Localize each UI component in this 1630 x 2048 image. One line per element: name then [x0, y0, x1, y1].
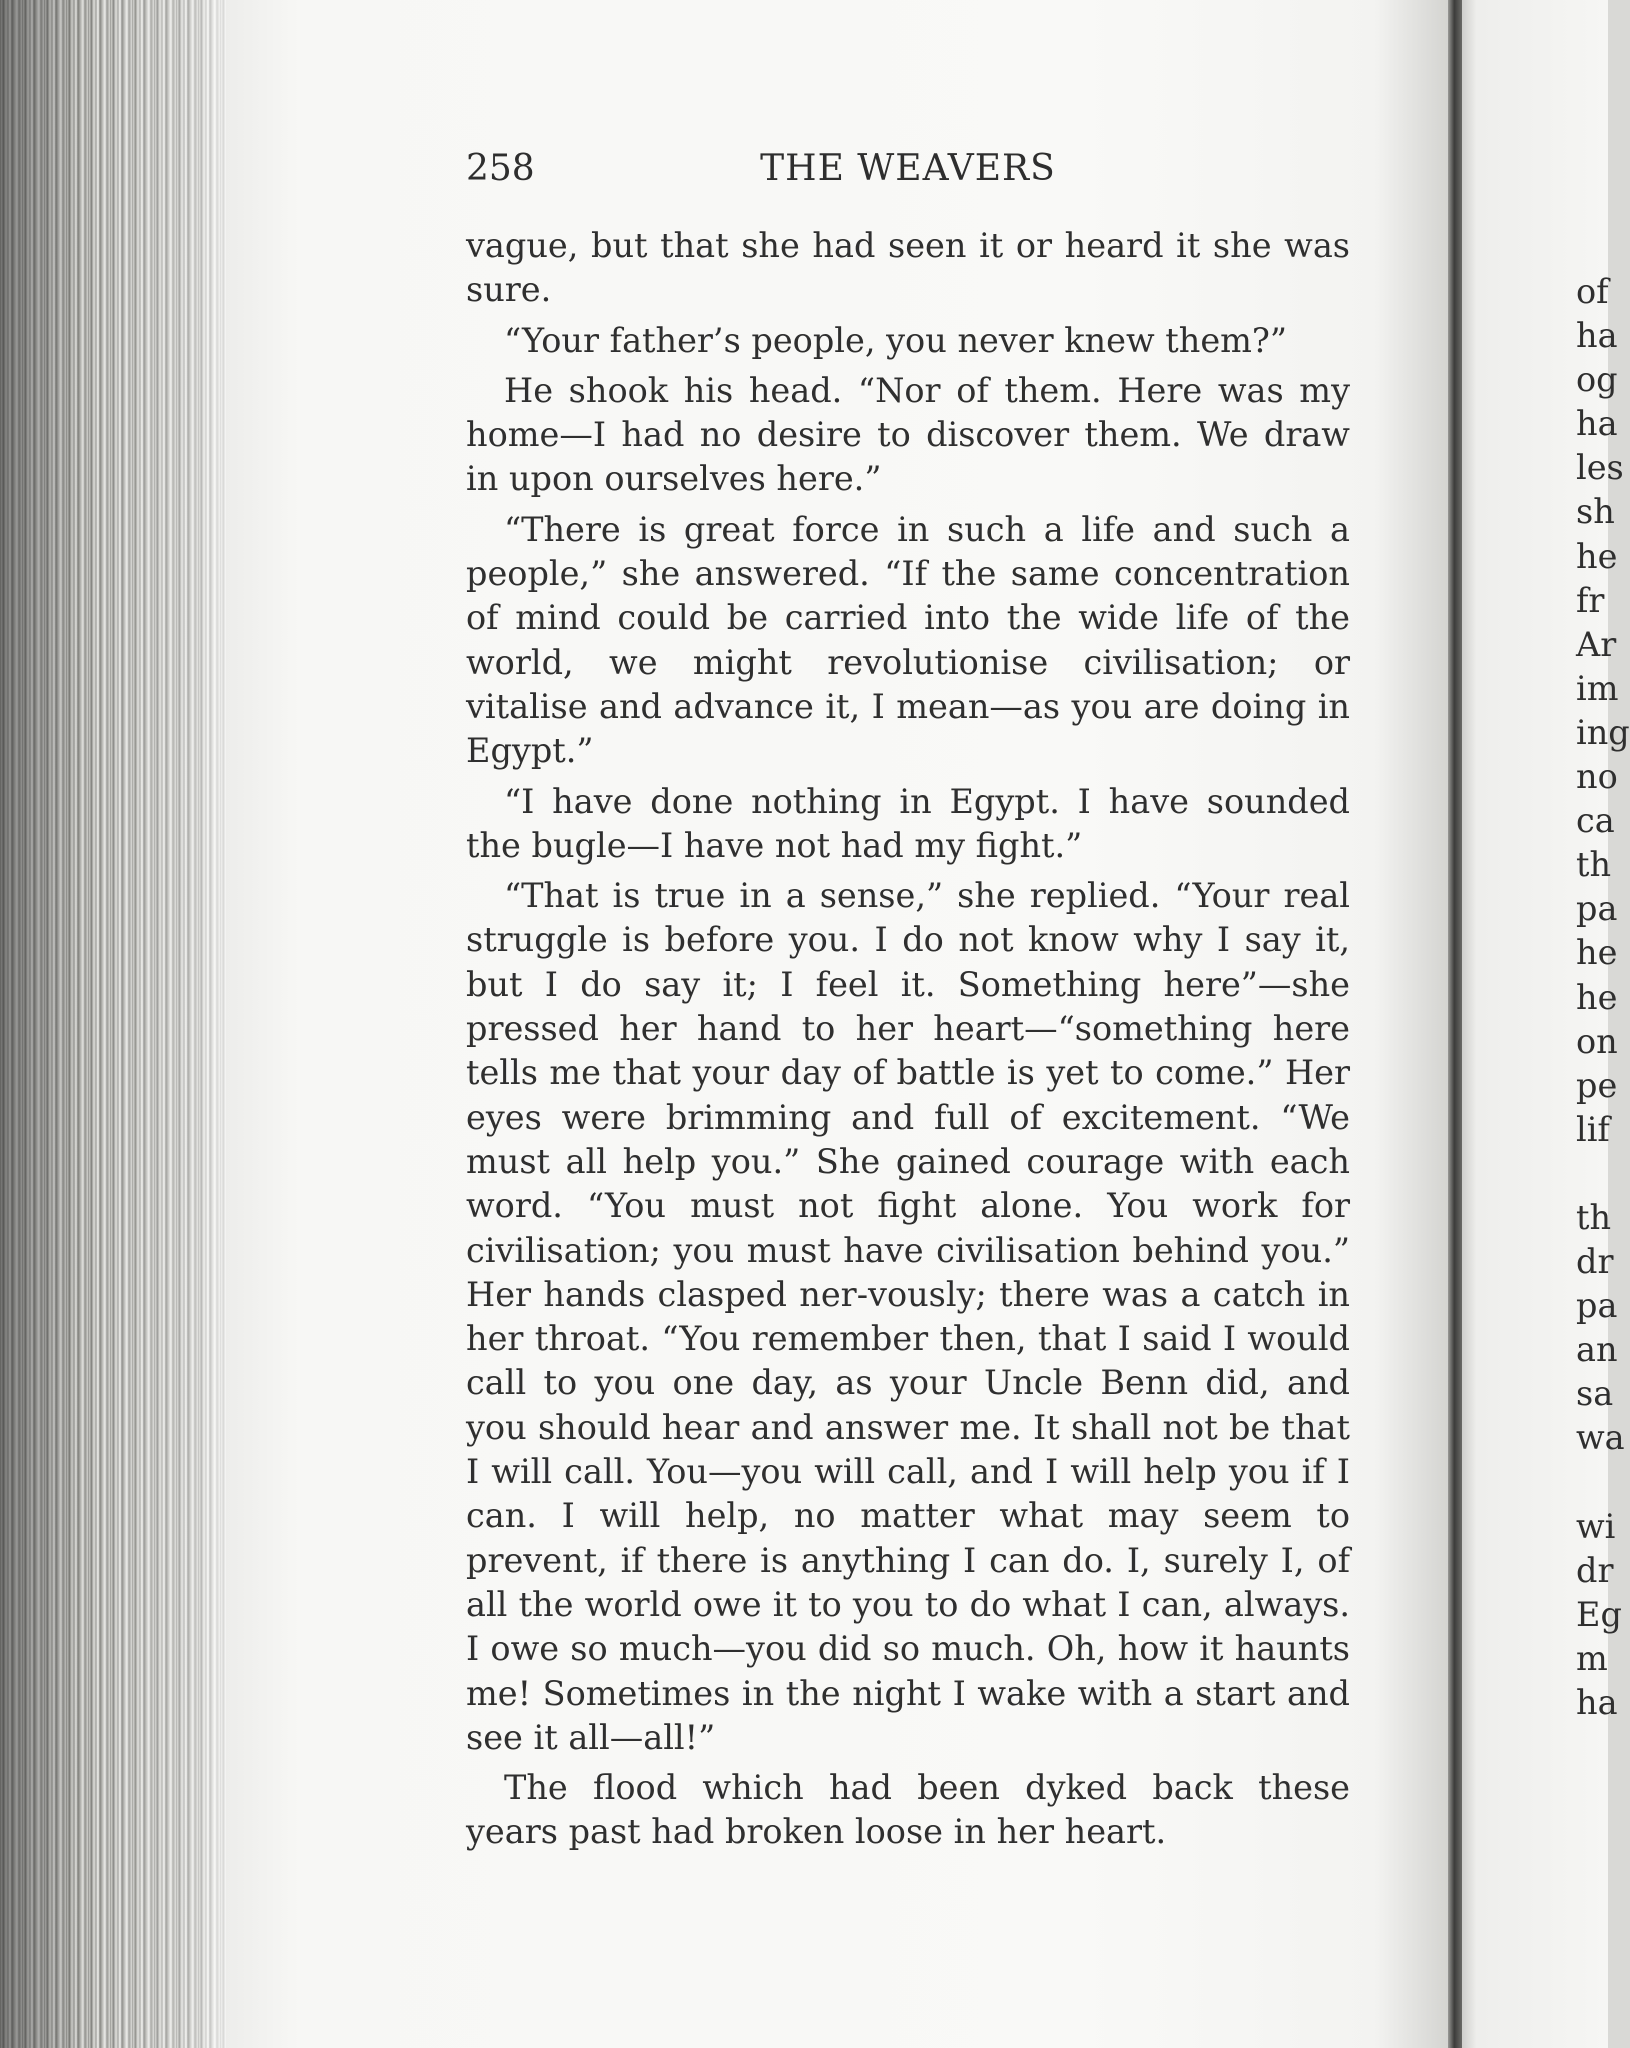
- facing-page-line: ha: [1576, 1683, 1618, 1722]
- paragraph: “Your father’s people, you never knew them?”: [504, 320, 1287, 360]
- facing-page-text-fragments: [1576, 270, 1630, 1725]
- paragraph: He shook his head. “Nor of them. Here was my home—I had no desire to discover them. We draw in upon ourselves here.”: [466, 370, 1350, 499]
- facing-page-line: th: [1576, 1197, 1612, 1237]
- facing-page-line: Ar: [1576, 624, 1617, 664]
- facing-page-line: an: [1576, 1330, 1618, 1370]
- facing-page-line: of: [1576, 272, 1609, 311]
- page-header: [466, 148, 1350, 204]
- facing-page-line: lif: [1576, 1109, 1610, 1149]
- book-gutter: [1448, 0, 1462, 2048]
- facing-page-line: fr: [1576, 580, 1605, 620]
- facing-page-line: pa: [1576, 889, 1618, 929]
- facing-page-line: im: [1576, 668, 1619, 708]
- page-number: 258: [466, 148, 535, 189]
- facing-page-line: he: [1576, 536, 1618, 576]
- facing-page-line: dr: [1576, 1242, 1614, 1282]
- book-page-edges: [0, 0, 226, 2048]
- facing-page-line: wa: [1576, 1418, 1625, 1458]
- facing-page-line: on: [1576, 1021, 1618, 1061]
- paragraph: “I have done nothing in Egypt. I have sounded the bugle—I have not had my fight.”: [466, 781, 1350, 865]
- right-facing-page: [1462, 0, 1630, 2048]
- facing-page-line: ing: [1576, 712, 1630, 752]
- facing-page-line: no: [1576, 757, 1618, 797]
- facing-page-line: ha: [1576, 404, 1618, 444]
- facing-page-line: sh: [1576, 492, 1615, 532]
- facing-page-line: og: [1576, 360, 1618, 400]
- running-title: THE WEAVERS: [760, 148, 1056, 189]
- facing-page-line: wi: [1576, 1506, 1616, 1546]
- paragraph: “There is great force in such a life and such a people,” she answered. “If the same concentration of mind could be carried into the wide life of the world, we might revolutionise civilisation; or vitalise and advance it, I mean—as you are doing in Egypt.”: [466, 509, 1350, 771]
- facing-page-line: dr: [1576, 1550, 1614, 1590]
- facing-page-line: les: [1576, 448, 1624, 488]
- facing-page-line: th: [1576, 845, 1612, 885]
- facing-page-line: ha: [1576, 316, 1618, 356]
- facing-page-line: pe: [1576, 1065, 1618, 1105]
- facing-page-line: ca: [1576, 801, 1615, 841]
- facing-page-line: [1576, 1152, 1616, 1196]
- facing-page-line: m: [1576, 1638, 1608, 1678]
- facing-page-line: Eg: [1576, 1594, 1622, 1634]
- paragraph: “That is true in a sense,” she replied. “Your real struggle is before you. I do not know why I say it, but I do say it; I feel it. Something here”—she pressed her hand to her heart—“something here tells me that your day of battle is yet to come.” Her eyes were brimming and full of excitement. “We must all help you.” She gained courage with each word. “You must not fight alone. You work for civilisation; you must have civilisation behind you.” Her hands clasped ner-vously; there was a catch in her throat. “You remember then, that I said I would call to you one day, as your Uncle Benn did, and you should hear and answer me. It shall not be that I will call. You—you will call, and I will help you if I can. I will help, no matter what may seem to prevent, if there is anything I can do. I, surely I, of all the world owe it to you to do what I can, always. I owe so much—you did so much. Oh, how it haunts me! Sometimes in the night I wake with a start and see it all—all!”: [466, 876, 1350, 1757]
- facing-page-line: pa: [1576, 1286, 1618, 1326]
- facing-page-line: [1576, 1461, 1616, 1505]
- paragraph: The flood which had been dyked back these years past had broken loose in her heart.: [466, 1768, 1350, 1852]
- facing-page-line: he: [1576, 933, 1618, 973]
- paragraph: vague, but that she had seen it or heard it she was sure.: [466, 226, 1350, 310]
- body-text: [466, 224, 1350, 1855]
- facing-page-line: he: [1576, 977, 1618, 1017]
- facing-page-line: sa: [1576, 1374, 1614, 1414]
